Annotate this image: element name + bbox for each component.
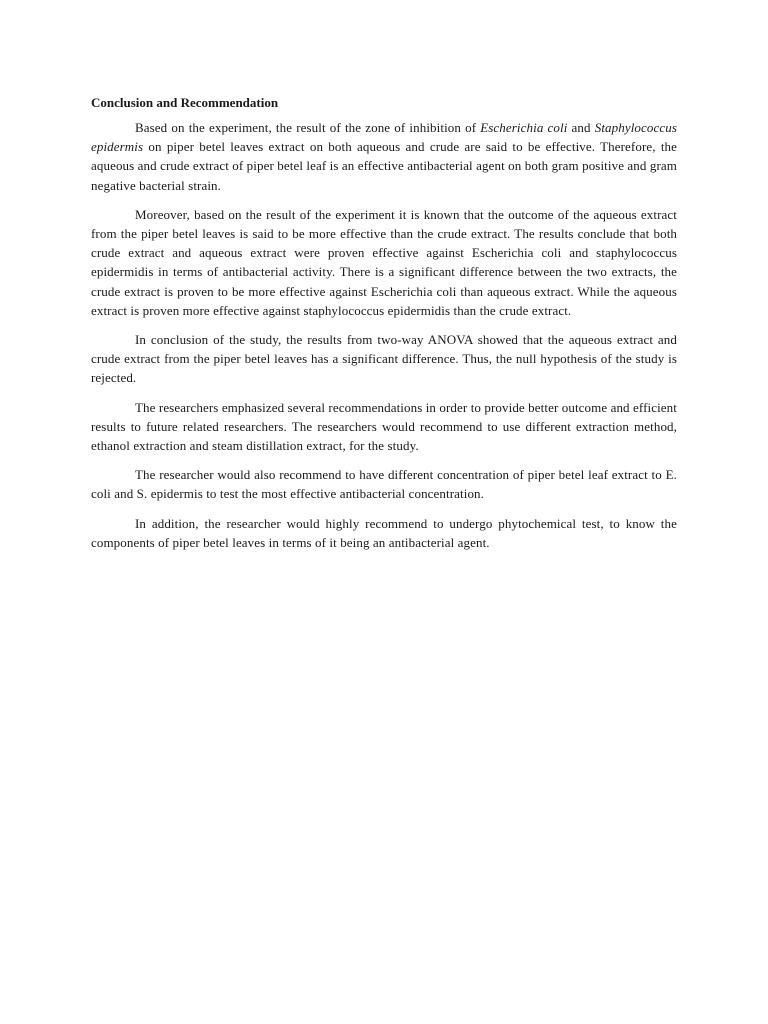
paragraph-1-text-c: on piper betel leaves extract on both aqueous and crude are said to be effective. Therefore, the aqueous and crude extract of piper betel leaf is an effective antibacterial agent on both gram positive and gram negative bacterial strain. <box>91 139 677 193</box>
paragraph-6: In addition, the researcher would highly recommend to undergo phytochemical test, to know the components of piper betel leaves in terms of it being an antibacterial agent. <box>91 515 677 550</box>
paragraph-5: The researcher would also recommend to have different concentration of piper betel leaf extract to E. coli and S. epidermis to test the most effective antibacterial concentration. <box>91 467 677 502</box>
paragraph-4: The researchers emphasized several recommendations in order to provide better outcome and efficient results to future related researchers. The researchers would recommend to use different extraction method, ethanol extraction and steam distillation extract, for the study. <box>91 399 677 454</box>
paragraph-1 <box>91 118 677 195</box>
paragraph-1-text-b: and <box>567 120 595 135</box>
paragraph-2: Moreover, based on the result of the experiment it is known that the outcome of the aqueous extract from the piper betel leaves is said to be more effective than the crude extract. The results conclude that both crude extract and aqueous extract were proven effective against Escherichia coli and staphylococcus epidermidis in terms of antibacterial activity. There is a significant difference between the two extracts, the crude extract is proven to be more effective against Escherichia coli than aqueous extract. While the aqueous extract is proven more effective against staphylococcus epidermidis than the crude extract. <box>91 206 677 318</box>
organism-name-escherichia: Escherichia coli <box>480 120 568 135</box>
paragraph-1-text-a: Based on the experiment, the result of the zone of inhibition of <box>135 120 481 135</box>
paragraph-3: In conclusion of the study, the results from two-way ANOVA showed that the aqueous extract and crude extract from the piper betel leaves has a significant difference. Thus, the null hypothesis of the study is rejected. <box>91 332 677 386</box>
organism-name-staphylococcus: Staphylococcus epidermis <box>91 120 677 155</box>
section-heading: Conclusion and Recommendation <box>91 95 279 110</box>
document-page <box>91 94 677 562</box>
